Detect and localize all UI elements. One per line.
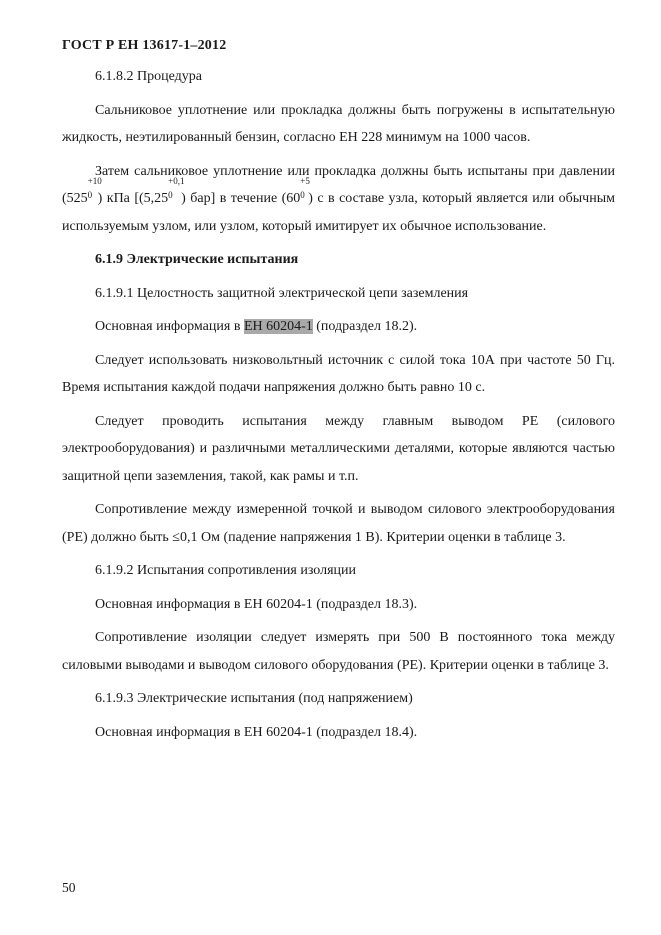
paragraph-pressure-test [62, 158, 615, 241]
document-body [62, 63, 615, 752]
paragraph-basic-info-18-2 [62, 313, 615, 341]
tolerance-lower: 0 [300, 190, 305, 200]
section-heading-6-1-9: 6.1.9 Электрические испытания [95, 252, 299, 267]
section-heading-6-1-9-1: 6.1.9.1 Целостность защитной электрической цепи заземления [95, 285, 469, 301]
tolerance-time [300, 176, 310, 202]
page-number: 50 [62, 880, 76, 895]
tolerance-upper: +10 [87, 176, 102, 186]
paragraph-immersion: Сальниковое уплотнение или прокладка должны быть погружены в испытательную жидкость, неэтилированный бензин, согласно ЕН 228 минимум на 1000 часов. [62, 102, 615, 145]
standard-header: ГОСТ Р ЕН 13617-1–2012 [62, 38, 227, 53]
tolerance-upper: +0,1 [168, 176, 185, 186]
paragraph-insulation-resistance: Сопротивление изоляции следует измерять при 500 В постоянного тока между силовыми выводами и выводом силового оборудования (РЕ). Критерии оценки в таблице 3. [62, 630, 615, 673]
tolerance-pressure-kpa [87, 176, 102, 202]
text-run: ) кПа [(5,25 [97, 191, 169, 206]
paragraph-test-between-terminals: Следует проводить испытания между главным выводом РЕ (силового электрооборудования) и различными металлическими деталями, которые являются частью защитной цепи заземления, такой, как рамы и т.п. [62, 413, 615, 484]
tolerance-lower: 0 [168, 190, 173, 200]
section-heading-6-1-8-2: 6.1.8.2 Процедура [95, 69, 202, 84]
text-run: (подраздел 18.2). [312, 319, 418, 334]
tolerance-pressure-bar [168, 176, 185, 202]
paragraph-basic-info-18-4: Основная информация в ЕН 60204-1 (подраздел 18.4). [95, 724, 418, 740]
section-heading-6-1-9-3: 6.1.9.3 Электрические испытания (под напряжением) [95, 691, 413, 706]
paragraph-low-voltage-source: Следует использовать низковольтный источник с силой тока 10А при частоте 50 Гц. Время испытания каждой подачи напряжения должно быть равно 10 с. [62, 352, 615, 395]
paragraph-basic-info-18-3: Основная информация в ЕН 60204-1 (подраздел 18.3). [95, 596, 418, 612]
text-run: ) с в составе узла, который является или обычным используемым узлом, или узлом, который имитирует их обычное использование. [62, 191, 615, 234]
highlighted-reference: ЕН 60204-1 [243, 319, 313, 334]
text-run: Затем сальниковое уплотнение или прокладка должны быть испытаны при давлении (525 [62, 163, 615, 206]
section-heading-6-1-9-2: 6.1.9.2 Испытания сопротивления изоляции [95, 563, 356, 578]
tolerance-upper: +5 [300, 176, 310, 186]
tolerance-lower: 0 [87, 190, 93, 200]
text-run: ) бар] в течение (60 [181, 191, 301, 206]
text-run: Основная информация в [95, 319, 244, 334]
paragraph-resistance-limit: Сопротивление между измеренной точкой и выводом силового электрооборудования (РЕ) должно быть ≤0,1 Ом (падение напряжения 1 В). Критерии оценки в таблице 3. [62, 502, 615, 545]
